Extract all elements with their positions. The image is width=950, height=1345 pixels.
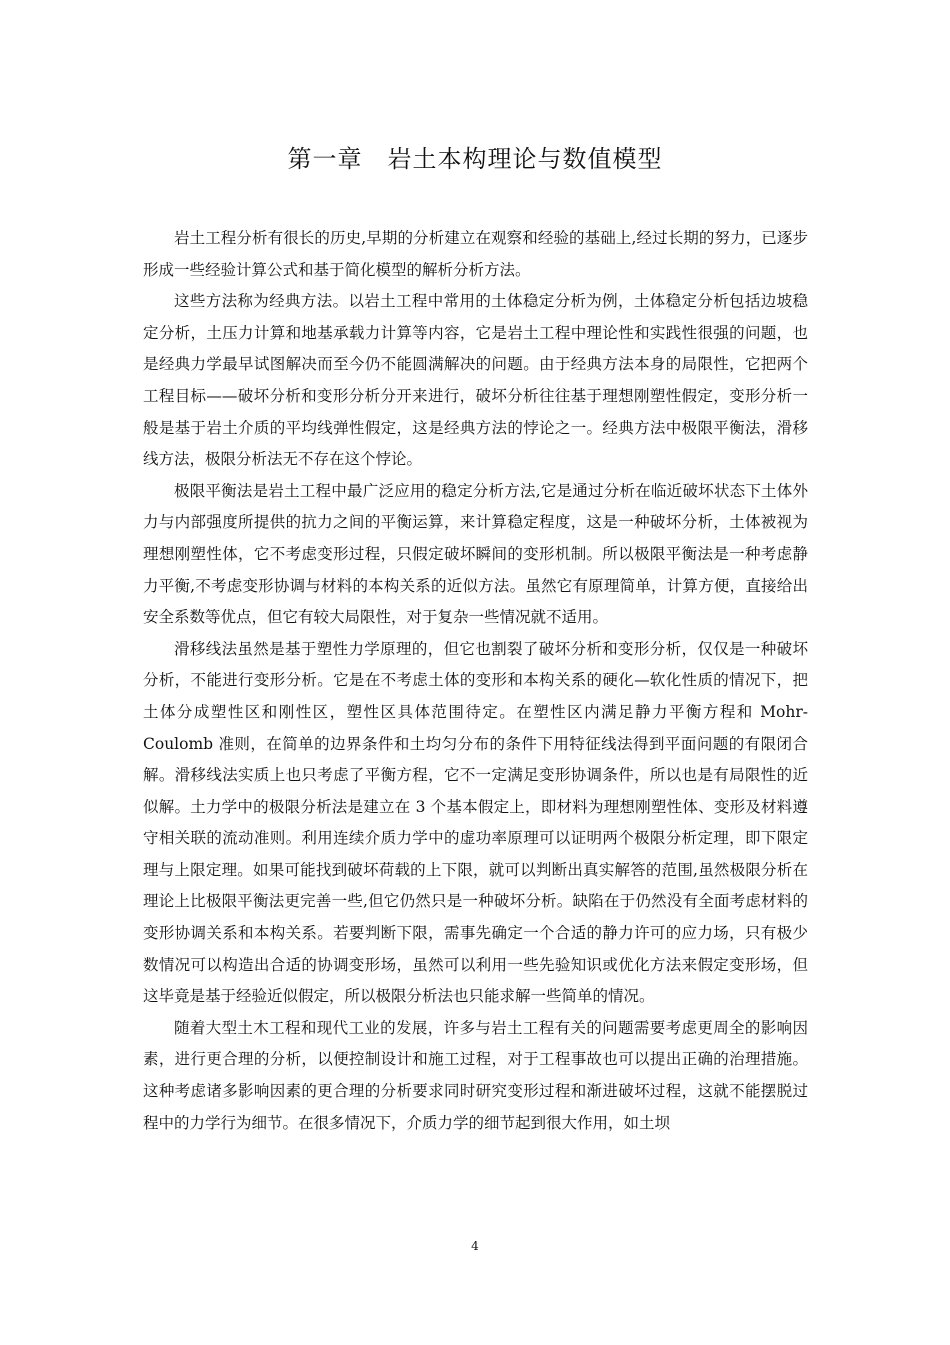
- paragraph-2: 这些方法称为经典方法。以岩土工程中常用的土体稳定分析为例，土体稳定分析包括边坡稳定分析，土压力计算和地基承载力计算等内容，它是岩土工程中理论性和实践性很强的问题，也是经典力学最早试图解决而至今仍不能圆满解决的问题。由于经典方法本身的局限性，它把两个工程目标——破坏分析和变形分析分开来进行，破坏分析往往基于理想刚塑性假定，变形分析一般是基于岩土介质的平均线弹性假定，这是经典方法的悖论之一。经典方法中极限平衡法，滑移线方法，极限分析法无不存在这个悖论。: [143, 292, 808, 469]
- chapter-title: 第一章 岩土本构理论与数值模型: [287, 145, 663, 173]
- paragraph-5: 随着大型土木工程和现代工业的发展，许多与岩土工程有关的问题需要考虑更周全的影响因素，进行更合理的分析，以便控制设计和施工过程，对于工程事故也可以提出正确的治理措施。这种考虑诸多影响因素的更合理的分析要求同时研究变形过程和渐进破坏过程，这就不能摆脱过程中的力学行为细节。在很多情况下，介质力学的细节起到很大作用，如土坝: [143, 1018, 808, 1132]
- paragraph-1: 岩土工程分析有很长的历史,早期的分析建立在观察和经验的基础上,经过长期的努力，已逐步形成一些经验计算公式和基于简化模型的解析分析方法。: [143, 229, 808, 279]
- body-text: [143, 223, 808, 1139]
- paragraph-3: 极限平衡法是岩土工程中最广泛应用的稳定分析方法,它是通过分析在临近破坏状态下土体外力与内部强度所提供的抗力之间的平衡运算，来计算稳定程度，这是一种破坏分析，土体被视为理想刚塑性体，它不考虑变形过程，只假定破坏瞬间的变形机制。所以极限平衡法是一种考虑静力平衡,不考虑变形协调与材料的本构关系的近似方法。虽然它有原理简单，计算方便，直接给出安全系数等优点，但它有较大局限性，对于复杂一些情况就不适用。: [143, 481, 808, 627]
- page-number: 4: [471, 1239, 479, 1253]
- paragraph-4: 滑移线法虽然是基于塑性力学原理的，但它也割裂了破坏分析和变形分析，仅仅是一种破坏分析，不能进行变形分析。它是在不考虑土体的变形和本构关系的硬化—软化性质的情况下，把土体分成塑性区和刚性区，塑性区具体范围待定。在塑性区内满足静力平衡方程和 Mohr-Coulomb 准则，在简单的边界条件和土均匀分布的条件下用特征线法得到平面问题的有限闭合解。滑移线法实质上也只考虑了平衡方程，它不一定满足变形协调条件，所以也是有局限性的近似解。土力学中的极限分析法是建立在 3 个基本假定上，即材料为理想刚塑性体、变形及材料遵守相关联的流动准则。利用连续介质力学中的虚功率原理可以证明两个极限分析定理，即下限定理与上限定理。如果可能找到破坏荷载的上下限，就可以判断出真实解答的范围,虽然极限分析在理论上比极限平衡法更完善一些,但它仍然只是一种破坏分析。缺陷在于仍然没有全面考虑材料的变形协调关系和本构关系。若要判断下限，需事先确定一个合适的静力许可的应力场，只有极少数情况可以构造出合适的协调变形场，虽然可以利用一些先验知识或优化方法来假定变形场，但这毕竟是基于经验近似假定，所以极限分析法也只能求解一些简单的情况。: [143, 639, 808, 1006]
